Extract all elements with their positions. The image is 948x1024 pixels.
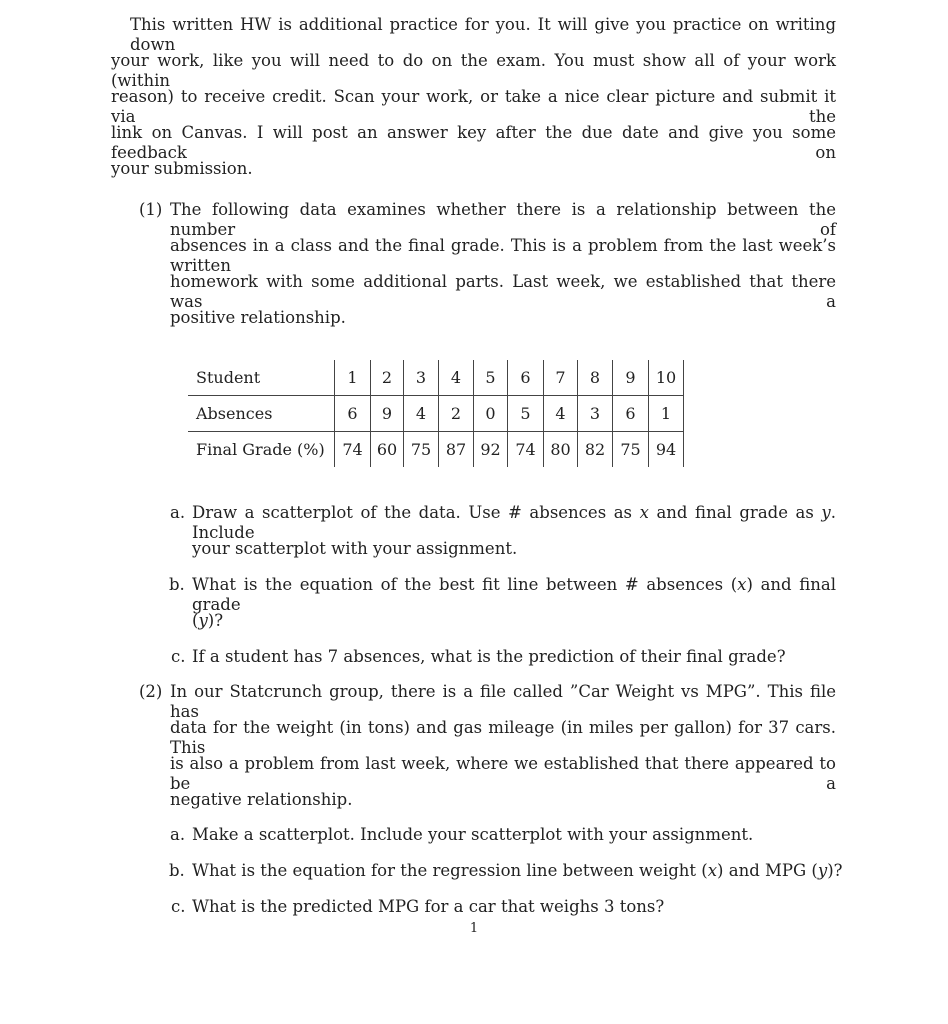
student-cell: 3 — [404, 360, 439, 396]
absences-cell: 6 — [613, 396, 649, 432]
q1-label: (1) — [139, 200, 163, 219]
student-cell: 6 — [508, 360, 544, 396]
grade-cell: 87 — [439, 432, 474, 468]
student-cell: 2 — [371, 360, 404, 396]
student-cell: 9 — [613, 360, 649, 396]
q2b-label: b. — [169, 861, 185, 880]
grade-cell: 75 — [613, 432, 649, 468]
row-label-grades: Final Grade (%) — [196, 440, 325, 459]
q1c-label: c. — [171, 647, 186, 666]
absences-cell: 1 — [649, 396, 684, 432]
absences-cell: 4 — [544, 396, 578, 432]
absences-cell: 2 — [439, 396, 474, 432]
q2-line-2: data for the weight (in tons) and gas mileage (in miles per gallon) for 37 cars. This — [170, 718, 836, 757]
grade-cell: 74 — [335, 432, 371, 468]
page-number: 1 — [469, 921, 479, 936]
grade-cell: 92 — [474, 432, 508, 468]
q1a-label: a. — [170, 503, 186, 522]
student-cell: 4 — [439, 360, 474, 396]
intro-line-1: This written HW is additional practice for you. It will give you practice on writing down — [130, 15, 836, 54]
q1-line-1: The following data examines whether there is a relationship between the number of — [170, 200, 836, 239]
q2a-text: Make a scatterplot. Include your scatterplot with your assignment. — [192, 825, 754, 844]
q1b-label: b. — [169, 575, 185, 594]
student-cell: 10 — [649, 360, 684, 396]
grade-cell: 94 — [649, 432, 684, 468]
student-cell: 7 — [544, 360, 578, 396]
q2c-text: What is the predicted MPG for a car that weighs 3 tons? — [192, 897, 665, 916]
intro-line-2: your work, like you will need to do on the exam. You must show all of your work (within — [111, 51, 836, 90]
table-row-grades — [188, 432, 684, 468]
q1-line-4: positive relationship. — [170, 308, 346, 327]
q2a-label: a. — [170, 825, 186, 844]
absences-cell: 0 — [474, 396, 508, 432]
grade-cell: 80 — [544, 432, 578, 468]
q1b-line-1: What is the equation of the best fit line between # absences (x) and final grade — [192, 575, 836, 614]
q2c-label: c. — [171, 897, 186, 916]
absences-cell: 4 — [404, 396, 439, 432]
student-cell: 1 — [335, 360, 371, 396]
q2-line-1: In our Statcrunch group, there is a file called ”Car Weight vs MPG”. This file has — [170, 682, 836, 721]
q2-line-3: is also a problem from last week, where we established that there appeared to be a — [170, 754, 836, 793]
grade-cell: 82 — [578, 432, 613, 468]
row-label-absences: Absences — [188, 396, 335, 432]
absences-cell: 6 — [335, 396, 371, 432]
absences-cell: 3 — [578, 396, 613, 432]
table-row-absences — [188, 396, 684, 432]
intro-line-3: reason) to receive credit. Scan your work, or take a nice clear picture and submit it via the — [111, 87, 836, 126]
absence-grade-table — [188, 360, 684, 467]
student-cell: 5 — [474, 360, 508, 396]
q1-line-2: absences in a class and the final grade. This is a problem from the last week’s written — [170, 236, 836, 275]
intro-line-4: link on Canvas. I will post an answer key after the due date and give you some feedback on — [111, 123, 836, 162]
grade-cell: 60 — [371, 432, 404, 468]
absences-cell: 5 — [508, 396, 544, 432]
grade-cell: 75 — [404, 432, 439, 468]
row-label-student: Student — [188, 360, 335, 396]
q2b-text: What is the equation for the regression line between weight (x) and MPG (y)? — [192, 861, 843, 880]
q1-line-3: homework with some additional parts. Last week, we established that there was a — [170, 272, 836, 311]
intro-line-5: your submission. — [111, 159, 253, 178]
q1a-line-1: Draw a scatterplot of the data. Use # absences as x and final grade as y. Include — [192, 503, 836, 542]
q2-label: (2) — [139, 682, 163, 701]
q1b-line-2: (y)? — [192, 611, 224, 630]
q1a-line-2: your scatterplot with your assignment. — [192, 539, 518, 558]
q2-line-4: negative relationship. — [170, 790, 353, 809]
student-cell: 8 — [578, 360, 613, 396]
q1c-text: If a student has 7 absences, what is the prediction of their final grade? — [192, 647, 786, 666]
table-row-student — [188, 360, 684, 396]
absences-cell: 9 — [371, 396, 404, 432]
grade-cell: 74 — [508, 432, 544, 468]
